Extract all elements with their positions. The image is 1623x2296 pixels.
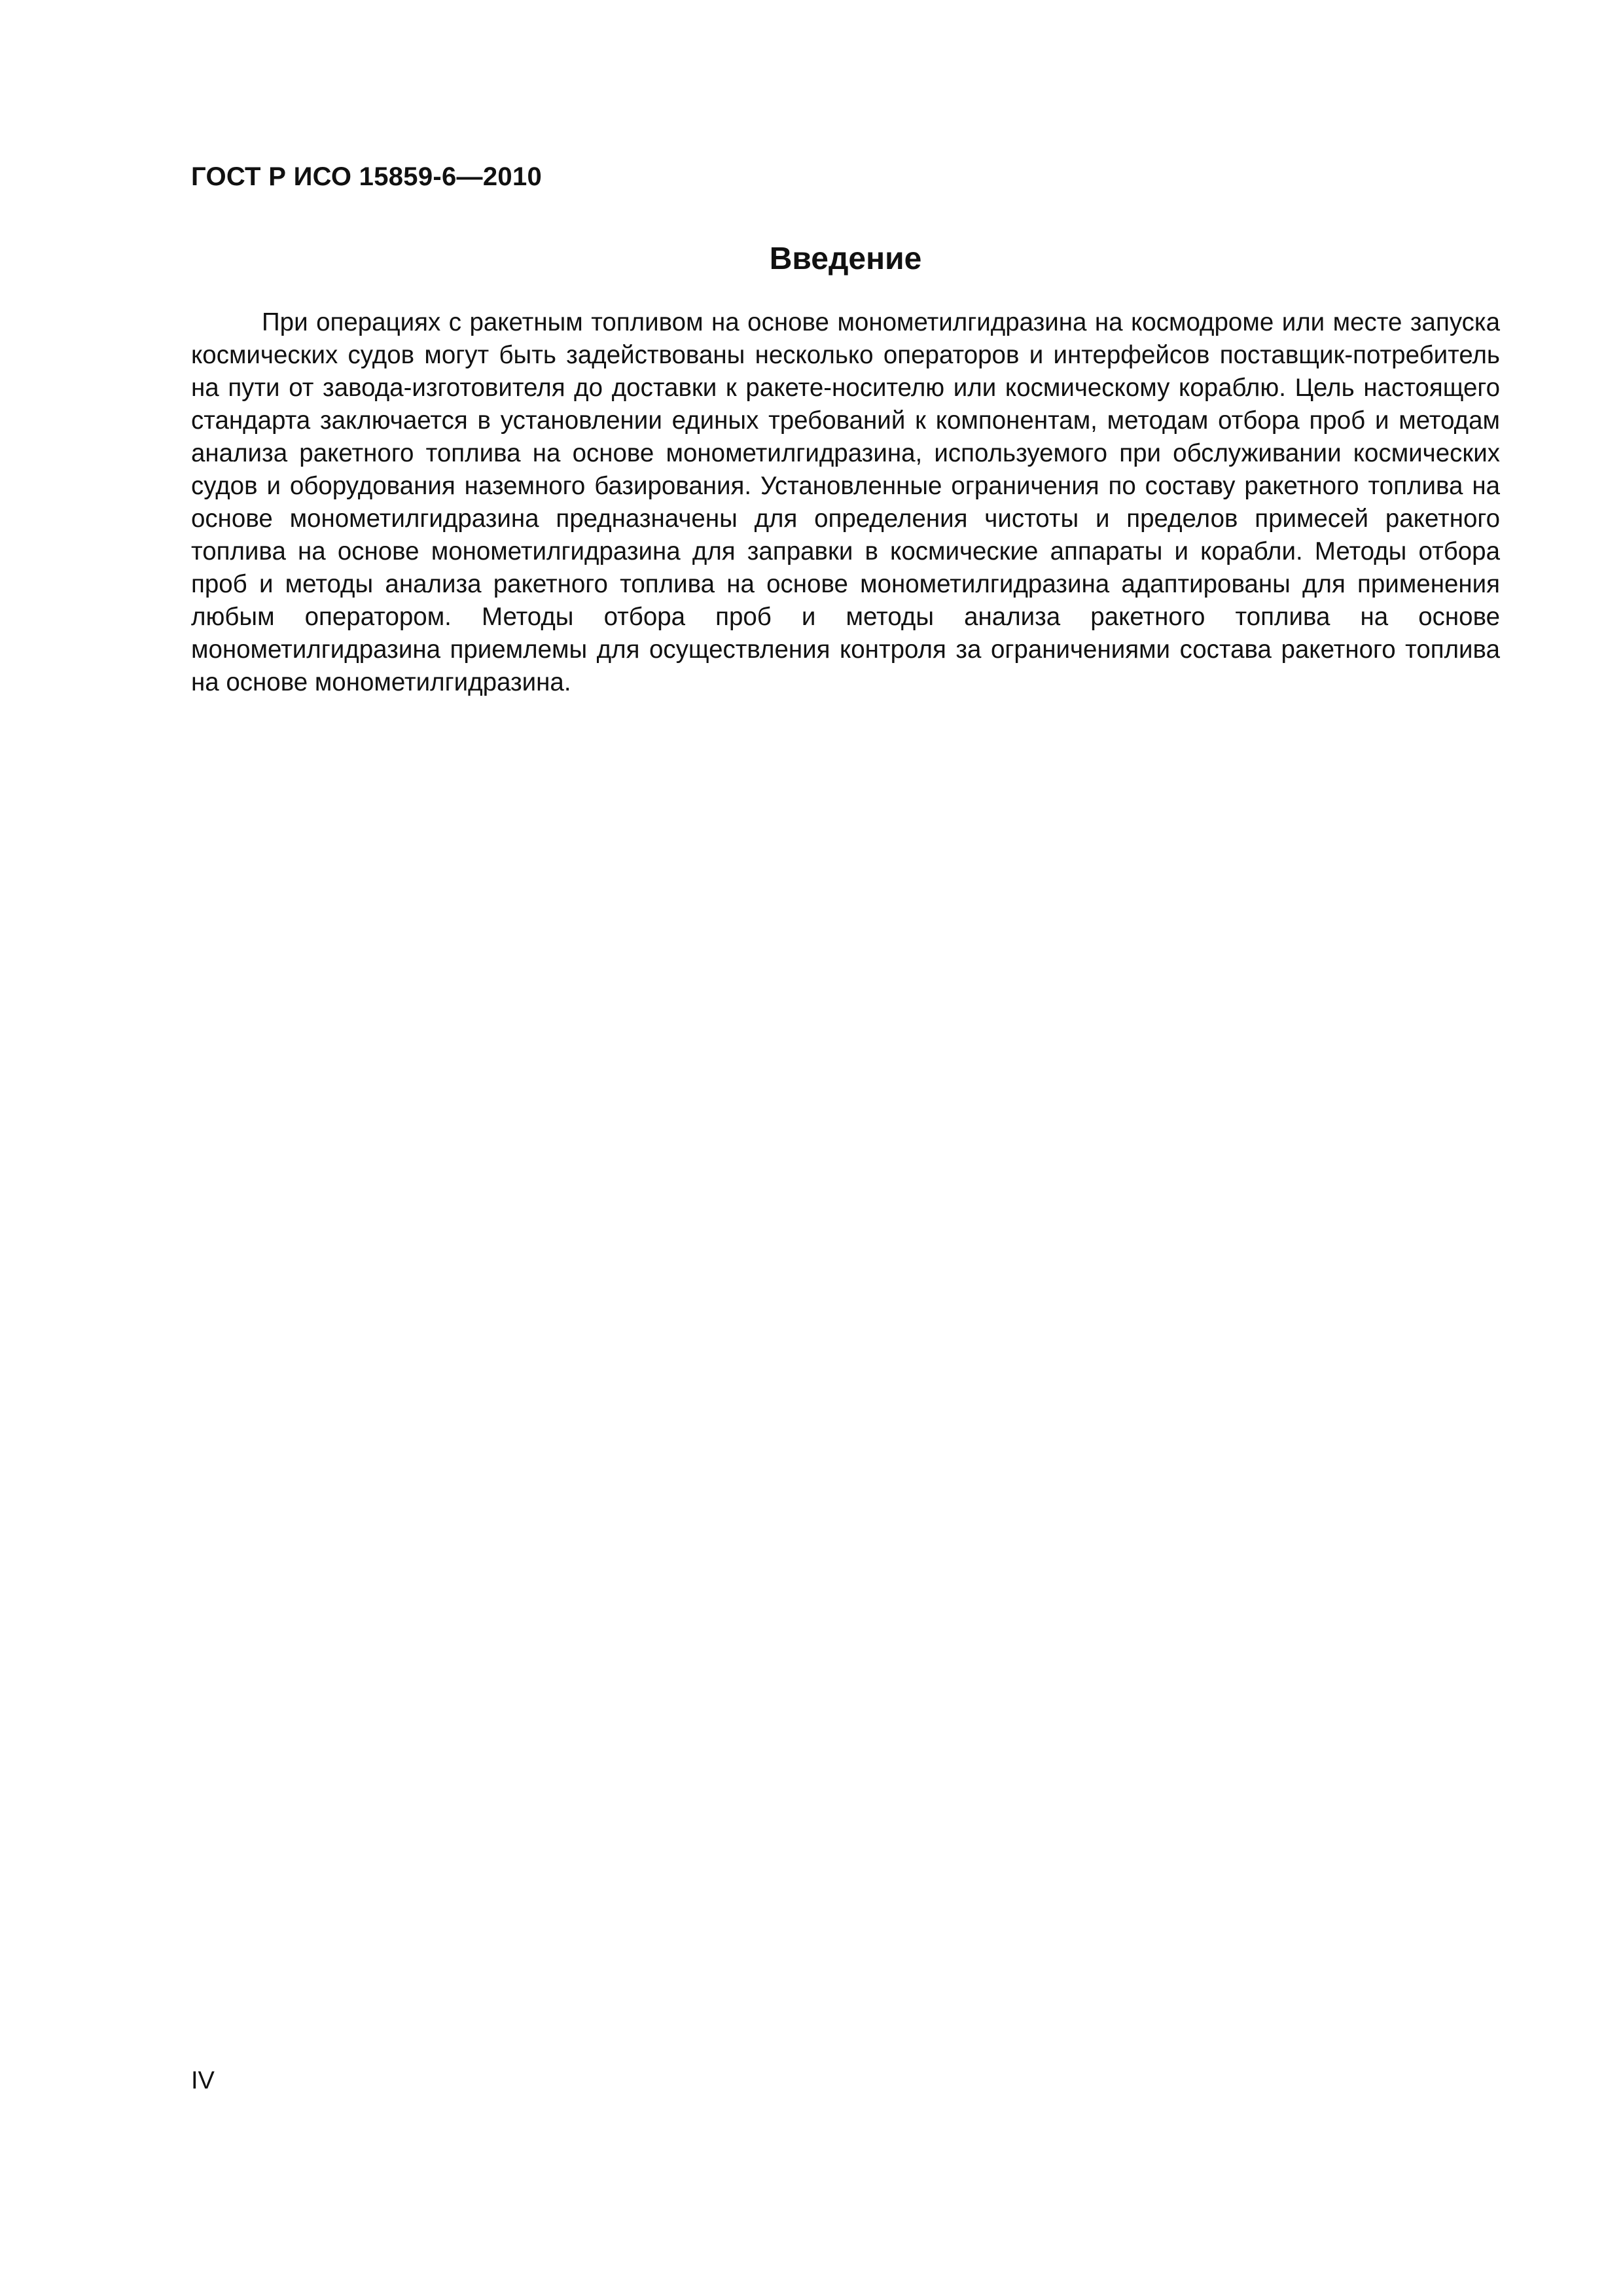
document-code-header: ГОСТ Р ИСО 15859-6—2010 [191, 162, 543, 191]
section-title: Введение [769, 242, 922, 276]
introduction-paragraph: При операциях с ракетным топливом на основе монометилгидразина на космодроме или месте запуска космических судов могут быть задействованы несколько операторов и интерфейсов поставщик-потребитель на пути от завода-изготовителя до доставки к ракете-носителю или космическому кораблю. Цель настоящего стандарта заключается в установлении единых требований к компонентам, методам отбора проб и методам анализа ракетного топлива на основе монометилгидразина, используемого при обслуживании космических судов и оборудования наземного базирования. Установленные ограничения по составу ракетного топлива на основе монометилгидразина предназначены для определения чистоты и пределов примесей ракетного топлива на основе монометилгидразина для заправки в космические аппараты и корабли. Методы отбора проб и методы анализа ракетного топлива на основе монометилгидразина адаптированы для применения любым оператором. Методы отбора проб и методы анализа ракетного топлива на основе монометилгидразина приемлемы для осуществления контроля за ограничениями состава ракетного топлива на основе монометилгидразина. [191, 308, 1500, 696]
page-number: IV [191, 2067, 215, 2094]
